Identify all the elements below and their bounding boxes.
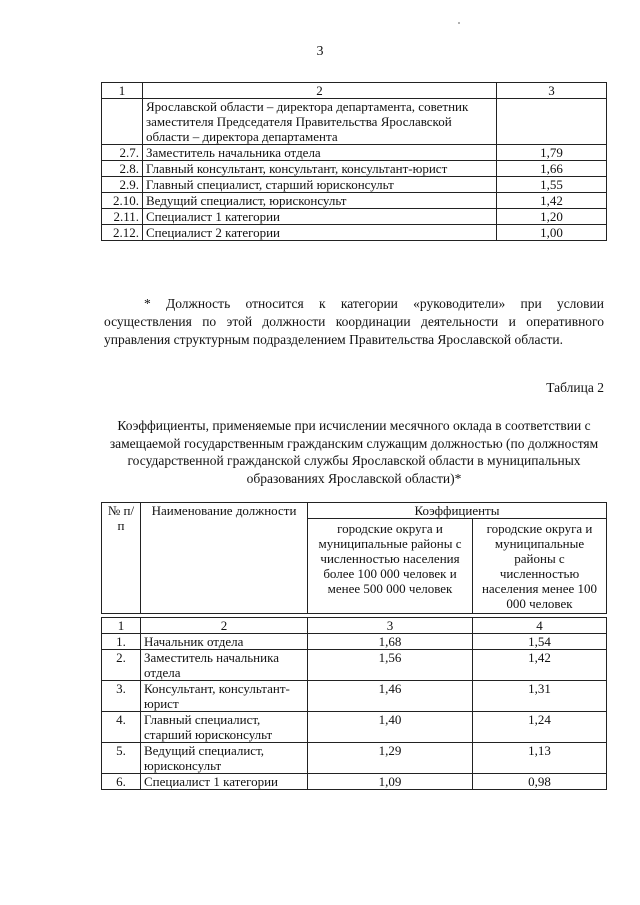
row-value-cell: 1,54 bbox=[473, 634, 607, 650]
row-number-cell: 2.12. bbox=[102, 225, 143, 241]
row-name-cell: Главный консультант, консультант, консультант-юрист bbox=[143, 161, 497, 177]
row-number-cell: 2.11. bbox=[102, 209, 143, 225]
row-name-cell: Специалист 1 категории bbox=[143, 209, 497, 225]
header-cell-urban-large: городские округа и муниципальные районы с численностью населения более 100 000 человек и менее 500 000 человек bbox=[308, 519, 473, 614]
row-number-cell: 4. bbox=[102, 712, 141, 743]
header-cell: 1 bbox=[102, 83, 143, 99]
row-value-cell: 1,24 bbox=[473, 712, 607, 743]
table-row bbox=[102, 145, 607, 161]
row-value-cell: 1,55 bbox=[497, 177, 607, 193]
table-row bbox=[102, 774, 607, 790]
row-number-cell: 2.10. bbox=[102, 193, 143, 209]
row-name-cell: Ведущий специалист, юрисконсульт bbox=[143, 193, 497, 209]
header-cell: 2 bbox=[143, 83, 497, 99]
row-value-cell: 1,31 bbox=[473, 681, 607, 712]
table-row bbox=[102, 99, 607, 145]
row-name-cell: Ведущий специалист, юрисконсульт bbox=[141, 743, 308, 774]
row-value-cell: 1,09 bbox=[308, 774, 473, 790]
row-name-cell: Специалист 2 категории bbox=[143, 225, 497, 241]
row-number-cell: 2. bbox=[102, 650, 141, 681]
table-row bbox=[102, 634, 607, 650]
row-value-cell: 1,68 bbox=[308, 634, 473, 650]
footnote bbox=[104, 295, 604, 349]
scan-speck bbox=[458, 22, 460, 24]
row-name-cell: Главный специалист, старший юрисконсульт bbox=[143, 177, 497, 193]
index-cell: 1 bbox=[102, 618, 141, 634]
table-row bbox=[102, 712, 607, 743]
table-2-label: Таблица 2 bbox=[546, 380, 604, 395]
index-cell: 4 bbox=[473, 618, 607, 634]
row-value-cell: 0,98 bbox=[473, 774, 607, 790]
row-number-cell: 2.9. bbox=[102, 177, 143, 193]
table-header-row bbox=[102, 503, 607, 519]
row-name-cell: Главный специалист, старший юрисконсульт bbox=[141, 712, 308, 743]
row-value-cell: 1,46 bbox=[308, 681, 473, 712]
row-value-cell: 1,00 bbox=[497, 225, 607, 241]
row-value-cell: 1,42 bbox=[473, 650, 607, 681]
header-cell: 3 bbox=[497, 83, 607, 99]
table-row bbox=[102, 177, 607, 193]
row-number-cell: 5. bbox=[102, 743, 141, 774]
row-number-cell: 2.7. bbox=[102, 145, 143, 161]
table-row bbox=[102, 225, 607, 241]
footnote-text: * Должность относится к категории «руководители» при условии осуществления по этой должности координации деятельности и оперативного управления структурным подразделением Правительства Ярославской области. bbox=[104, 296, 604, 347]
table-2-title: Коэффициенты, применяемые при исчислении месячного оклада в соответствии с замещаемой государственным гражданским служащим должностью (по должностям государственной гражданской службы Ярославской области в муниципальных образованиях Ярославской области)* bbox=[109, 418, 599, 486]
row-value-cell: 1,13 bbox=[473, 743, 607, 774]
row-value-cell: 1,20 bbox=[497, 209, 607, 225]
index-cell: 2 bbox=[141, 618, 308, 634]
row-name-cell: Ярославской области – директора департамента, советник заместителя Председателя Правительства Ярославской области – директора департамента bbox=[143, 99, 497, 145]
row-name-cell: Специалист 1 категории bbox=[141, 774, 308, 790]
table-row bbox=[102, 743, 607, 774]
row-number-cell: 6. bbox=[102, 774, 141, 790]
table-index-row bbox=[102, 618, 607, 634]
row-value-cell: 1,29 bbox=[308, 743, 473, 774]
coefficients-table-1 bbox=[101, 82, 607, 241]
row-name-cell: Начальник отдела bbox=[141, 634, 308, 650]
table-row bbox=[102, 193, 607, 209]
table-row bbox=[102, 650, 607, 681]
table-header-row bbox=[102, 83, 607, 99]
row-value-cell: 1,79 bbox=[497, 145, 607, 161]
header-cell-coefficients: Коэффициенты bbox=[308, 503, 607, 519]
row-number-cell: 3. bbox=[102, 681, 141, 712]
row-value-cell: 1,42 bbox=[497, 193, 607, 209]
index-cell: 3 bbox=[308, 618, 473, 634]
header-cell-name: Наименование должности bbox=[141, 503, 308, 614]
row-value-cell: 1,56 bbox=[308, 650, 473, 681]
row-name-cell: Консультант, консультант-юрист bbox=[141, 681, 308, 712]
coefficients-table-2 bbox=[101, 502, 607, 790]
row-number-cell: 1. bbox=[102, 634, 141, 650]
row-number-cell: 2.8. bbox=[102, 161, 143, 177]
page-number: 3 bbox=[316, 44, 324, 59]
row-name-cell: Заместитель начальника отдела bbox=[143, 145, 497, 161]
table-row bbox=[102, 209, 607, 225]
table-row bbox=[102, 161, 607, 177]
row-name-cell: Заместитель начальника отдела bbox=[141, 650, 308, 681]
table-row bbox=[102, 681, 607, 712]
header-cell-number: № п/п bbox=[102, 503, 141, 614]
row-value-cell: 1,66 bbox=[497, 161, 607, 177]
row-number-cell bbox=[102, 99, 143, 145]
row-value-cell bbox=[497, 99, 607, 145]
row-value-cell: 1,40 bbox=[308, 712, 473, 743]
header-cell-urban-small: городские округа и муниципальные районы с численностью населения менее 100 000 человек bbox=[473, 519, 607, 614]
